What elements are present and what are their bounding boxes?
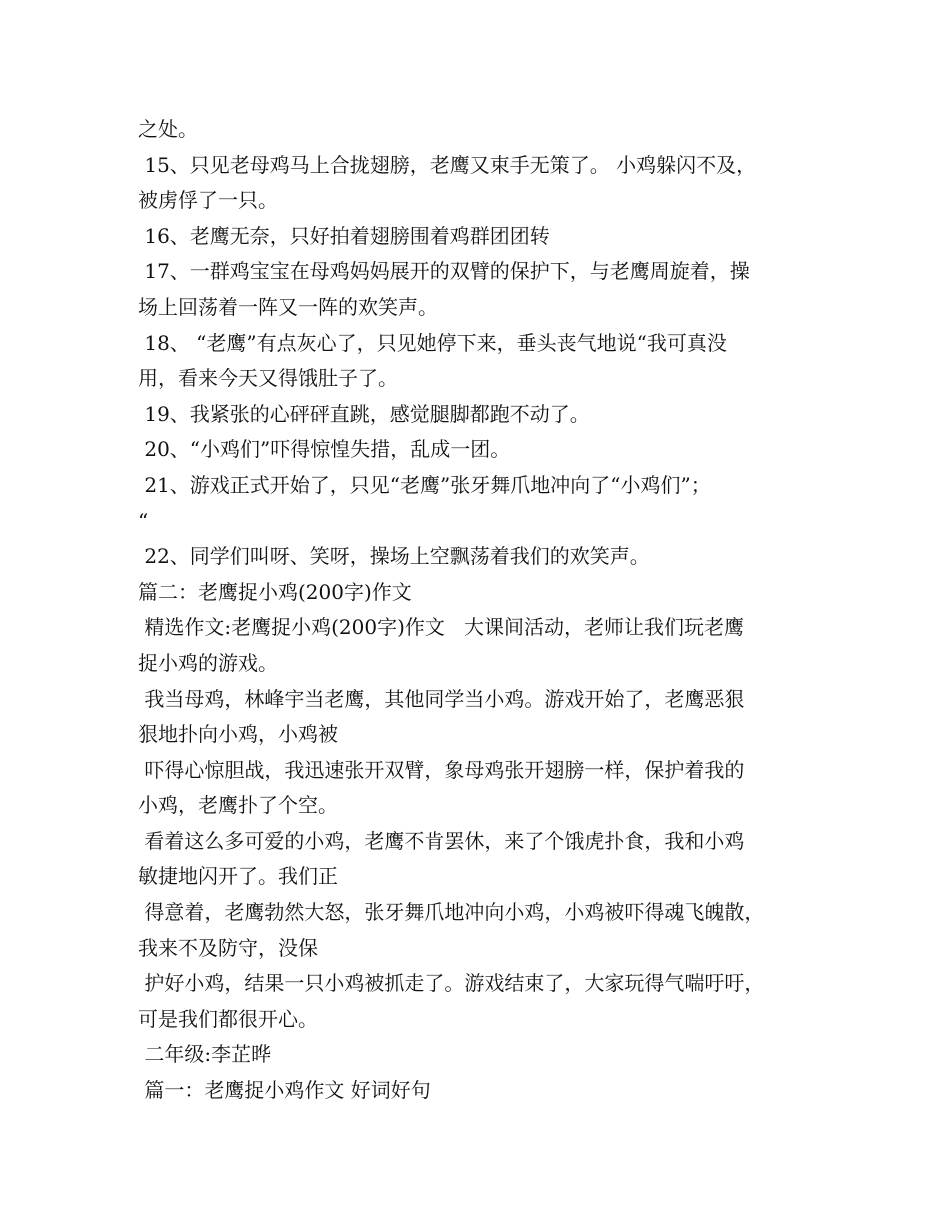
text-line: “ (138, 508, 149, 533)
text-line: 19、我紧张的心砰砰直跳，感觉腿脚都跑不动了。 (138, 401, 590, 426)
text-line: 16、老鹰无奈，只好拍着翅膀围着鸡群团团转 (138, 223, 550, 248)
text-line: 得意着，老鹰勃然大怒，张牙舞爪地冲向小鸡，小鸡被吓得魂飞魄散， (138, 900, 765, 925)
text-line: 敏捷地闪开了。我们正 (138, 864, 338, 889)
text-line: 15、只见老母鸡马上合拢翅膀，老鹰又束手无策了。 小鸡躲闪不及， (138, 152, 757, 177)
text-line: 22、同学们叫呀、笑呀，操场上空飘荡着我们的欢笑声。 (138, 544, 650, 569)
text-line: 看着这么多可爱的小鸡，老鹰不肯罢休，来了个饿虎扑食，我和小鸡 (138, 828, 745, 853)
text-line: 我当母鸡，林峰宇当老鹰，其他同学当小鸡。游戏开始了，老鹰恶狠 (138, 686, 745, 711)
text-line: 17、一群鸡宝宝在母鸡妈妈展开的双臂的保护下，与老鹰周旋着，操 (138, 259, 750, 284)
text-line: 21、游戏正式开始了，只见“老鹰”张牙舞爪地冲向了“小鸡们”； (138, 472, 711, 497)
text-line: 精选作文:老鹰捉小鸡(200字)作文 大课间活动，老师让我们玩老鹰 (138, 615, 744, 640)
text-line: 篇一：老鹰捉小鸡作文 好词好句 (138, 1078, 431, 1103)
text-line: 我来不及防守，没保 (138, 935, 318, 960)
text-line: 20、“小鸡们”吓得惊惶失措，乱成一团。 (138, 437, 511, 462)
text-line: 场上回荡着一阵又一阵的欢笑声。 (138, 294, 438, 319)
text-line: 护好小鸡，结果一只小鸡被抓走了。游戏结束了，大家玩得气喘吁吁， (138, 971, 765, 996)
text-line: 用，看来今天又得饿肚子了。 (138, 366, 398, 391)
text-line: 之处。 (138, 117, 198, 141)
text-line: 二年级:李芷晔 (138, 1042, 272, 1067)
text-line: 吓得心惊胆战，我迅速张开双臂，象母鸡张开翅膀一样，保护着我的 (138, 757, 745, 782)
text-line: 小鸡，老鹰扑了个空。 (138, 793, 338, 818)
text-line: 可是我们都很开心。 (138, 1006, 318, 1031)
text-line: 篇二：老鹰捉小鸡(200字)作文 (138, 579, 412, 604)
text-line: 捉小鸡的游戏。 (138, 650, 278, 675)
document-body (138, 112, 828, 1109)
text-line: 狠地扑向小鸡，小鸡被 (138, 722, 338, 747)
text-line: 被虏俘了一只。 (138, 188, 278, 213)
text-line: 18、 “老鹰”有点灰心了，只见她停下来，垂头丧气地说“我可真没 (138, 330, 727, 355)
